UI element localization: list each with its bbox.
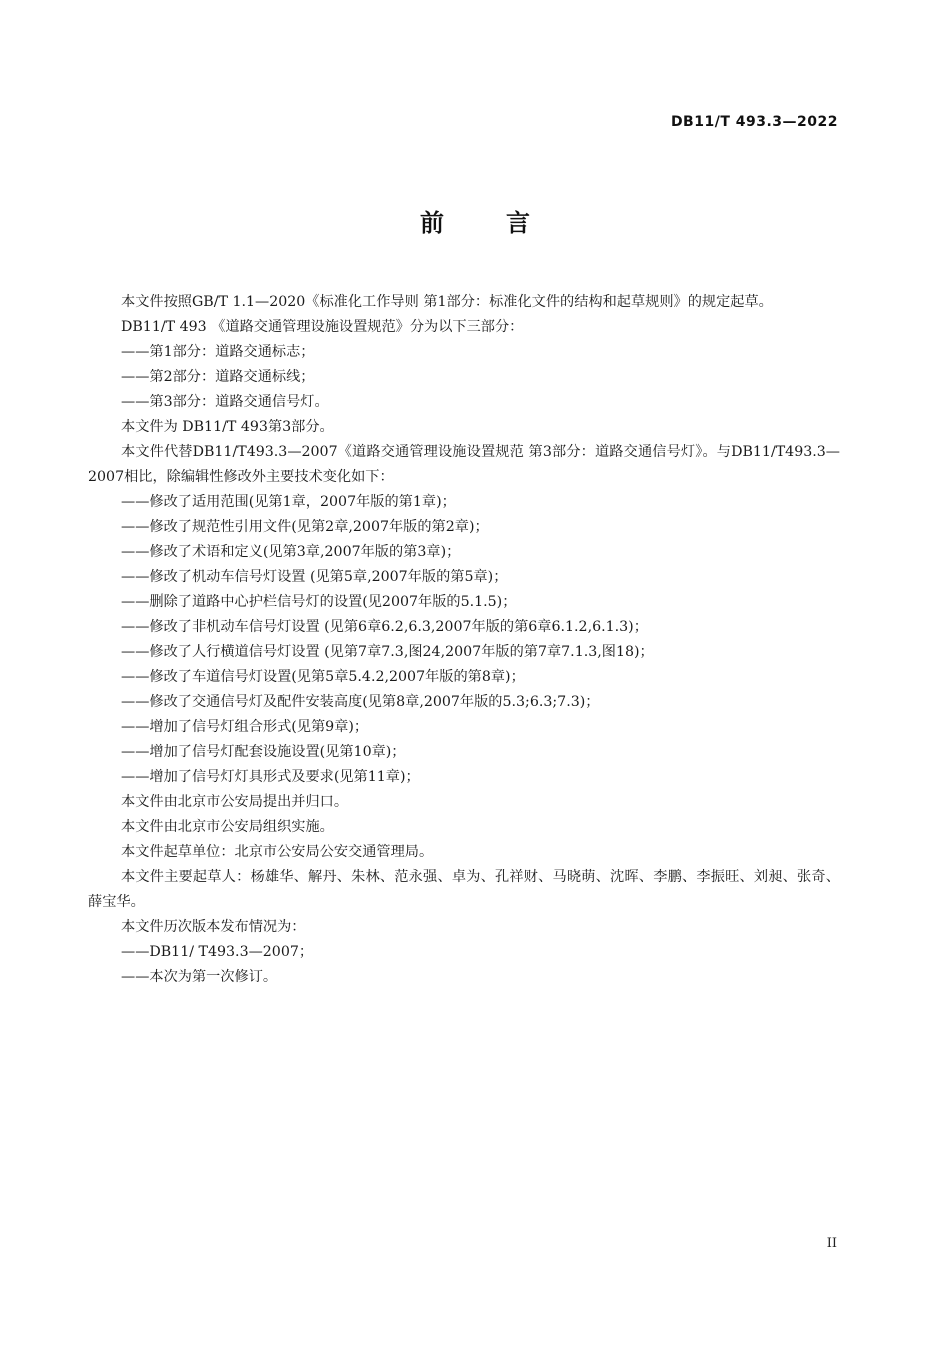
paragraph: 本文件按照GB/T 1.1—2020《标准化工作导则 第1部分：标准化文件的结构和起草规则》的规定起草。 [121,294,773,310]
paragraph: 本文件主要起草人：杨雄华、解丹、朱林、范永强、卓为、孔祥财、马晓萌、沈晖、李鹏、李振旺、刘昶、张奇、薛宝华。 [88,869,840,910]
paragraph: 本文件代替DB11/T493.3—2007《道路交通管理设施设置规范 第3部分：道路交通信号灯》。与DB11/T493.3—2007相比，除编辑性修改外主要技术变化如下： [88,444,840,485]
paragraph: 本文件由北京市公安局组织实施。 [121,819,334,835]
page-title: 前言 [420,209,592,237]
list-item: ——第1部分：道路交通标志； [121,344,315,360]
list-item: ——增加了信号灯配套设施设置(见第10章)； [121,744,406,760]
paragraph: 本文件为 DB11/T 493第3部分。 [121,419,334,435]
list-item: ——DB11/ T493.3—2007； [121,944,314,960]
paragraph: 本文件由北京市公安局提出并归口。 [121,794,349,810]
page-number: II [826,1236,837,1251]
foreword-body [88,290,840,990]
paragraph: DB11/T 493 《道路交通管理设施设置规范》分为以下三部分： [121,319,524,335]
list-item: ——增加了信号灯灯具形式及要求(见第11章)； [121,769,420,785]
list-item: ——修改了适用范围(见第1章，2007年版的第1章)； [121,494,456,510]
list-item: ——第3部分：道路交通信号灯。 [121,394,329,410]
list-item: ——第2部分：道路交通标线； [121,369,315,385]
list-item: ——修改了车道信号灯设置(见第5章5.4.2,2007年版的第8章)； [121,669,525,685]
paragraph: 本文件历次版本发布情况为： [121,919,306,935]
list-item: ——修改了交通信号灯及配件安装高度(见第8章,2007年版的5.3;6.3;7.3)； [121,694,600,710]
list-item: ——删除了道路中心护栏信号灯的设置(见2007年版的5.1.5)； [121,594,517,610]
list-item: ——修改了规范性引用文件(见第2章,2007年版的第2章)； [121,519,489,535]
document-code: DB11/T 493.3—2022 [670,114,838,130]
list-item: ——修改了机动车信号灯设置 (见第5章,2007年版的第5章)； [121,569,508,585]
paragraph: 本文件起草单位：北京市公安局公安交通管理局。 [121,844,434,860]
list-item: ——本次为第一次修订。 [121,969,278,985]
list-item: ——修改了术语和定义(见第3章,2007年版的第3章)； [121,544,461,560]
list-item: ——修改了非机动车信号灯设置 (见第6章6.2,6.3,2007年版的第6章6.1.2,6.1.3)； [121,619,648,635]
list-item: ——修改了人行横道信号灯设置 (见第7章7.3,图24,2007年版的第7章7.1.3,图18)； [121,644,654,660]
list-item: ——增加了信号灯组合形式(见第9章)； [121,719,369,735]
